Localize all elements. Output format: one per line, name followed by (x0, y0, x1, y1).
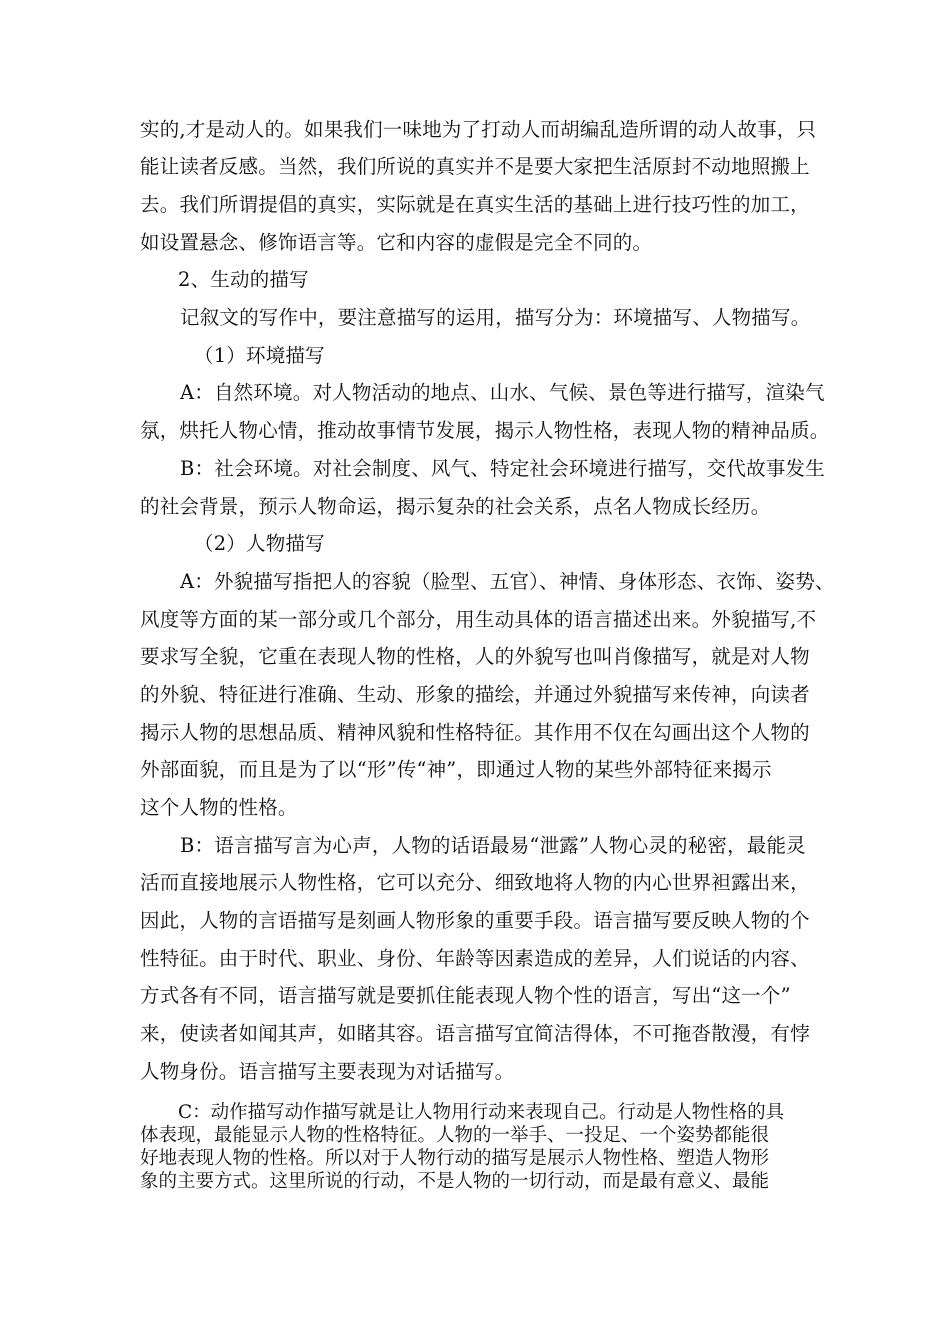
text-line: 揭示人物的思想品质、精神风貌和性格特征。其作用不仅在勾画出这个人物的 (140, 721, 810, 744)
text-line: 人物身份。语言描写主要表现为对话描写。 (140, 1060, 515, 1083)
text-line: 要求写全貌，它重在表现人物的性格，人的外貌写也叫肖像描写，就是对人物 (140, 645, 810, 668)
text-line: 的社会背景，预示人物命运，揭示复杂的社会关系，点名人物成长经历。 (140, 495, 771, 518)
text-line: C：动作描写动作描写就是让人物用行动来表现自己。行动是人物性格的具 (178, 1102, 785, 1123)
text-line: 的外貌、特征进行准确、生动、形象的描绘，并通过外貌描写来传神，向读者 (140, 683, 810, 706)
text-line: 来，使读者如闻其声，如睹其容。语言描写宜简洁得体，不可拖沓散漫，有悖 (140, 1022, 810, 1045)
text-line: A：自然环境。对人物活动的地点、山水、气候、景色等进行描写，渲染气 (180, 381, 825, 404)
text-line: B：社会环境。对社会制度、风气、特定社会环境进行描写，交代故事发生 (180, 457, 825, 480)
text-line: A：外貌描写指把人的容貌（脸型、五官）、神情、身体形态、衣饰、姿势、 (180, 570, 835, 593)
text-line: 风度等方面的某一部分或几个部分，用生动具体的语言描述出来。外貌描写,不 (140, 608, 817, 631)
subsection-heading: （2）人物描写 (194, 532, 325, 555)
text-line: 去。我们所谓提倡的真实，实际就是在真实生活的基础上进行技巧性的加工， (140, 193, 810, 216)
text-line: 氛，烘托人物心情，推动故事情节发展，揭示人物性格，表现人物的精神品质。 (140, 419, 830, 442)
text-line: 这个人物的性格。 (140, 796, 298, 819)
text-line: 活而直接地展示人物性格，它可以充分、细致地将人物的内心世界袒露出来， (140, 871, 810, 894)
text-line: 方式各有不同，语言描写就是要抓住能表现人物个性的语言，写出“这一个” (140, 984, 791, 1007)
text-line: 能让读者反感。当然，我们所说的真实并不是要大家把生活原封不动地照搬上 (140, 155, 810, 178)
text-line: 好地表现人物的性格。所以对于人物行动的描写是展示人物性格、塑造人物形 (140, 1148, 770, 1169)
text-line: 体表现，最能显示人物的性格特征。人物的一举手、一投足、一个姿势都能很 (140, 1125, 770, 1146)
subsection-heading: （1）环境描写 (194, 344, 325, 367)
text-line: B：语言描写言为心声，人物的话语最易“泄露”人物心灵的秘密，最能灵 (180, 834, 806, 857)
text-line: 记叙文的写作中，要注意描写的运用，描写分为：环境描写、人物描写。 (180, 306, 811, 329)
text-line: 实的,才是动人的。如果我们一味地为了打动人而胡编乱造所谓的动人故事，只 (140, 118, 817, 141)
text-line: 象的主要方式。这里所说的行动，不是人物的一切行动，而是最有意义、最能 (140, 1171, 770, 1192)
text-line: 外部面貌，而且是为了以“形”传“神”，即通过人物的某些外部特征来揭示 (140, 758, 772, 781)
text-line: 性特征。由于时代、职业、身份、年龄等因素造成的差异，人们说话的内容、 (140, 947, 810, 970)
text-line: 如设置悬念、修饰语言等。它和内容的虚假是完全不同的。 (140, 231, 653, 254)
section-heading: 2、生动的描写 (178, 268, 309, 291)
text-line: 因此，人物的言语描写是刻画人物形象的重要手段。语言描写要反映人物的个 (140, 909, 810, 932)
